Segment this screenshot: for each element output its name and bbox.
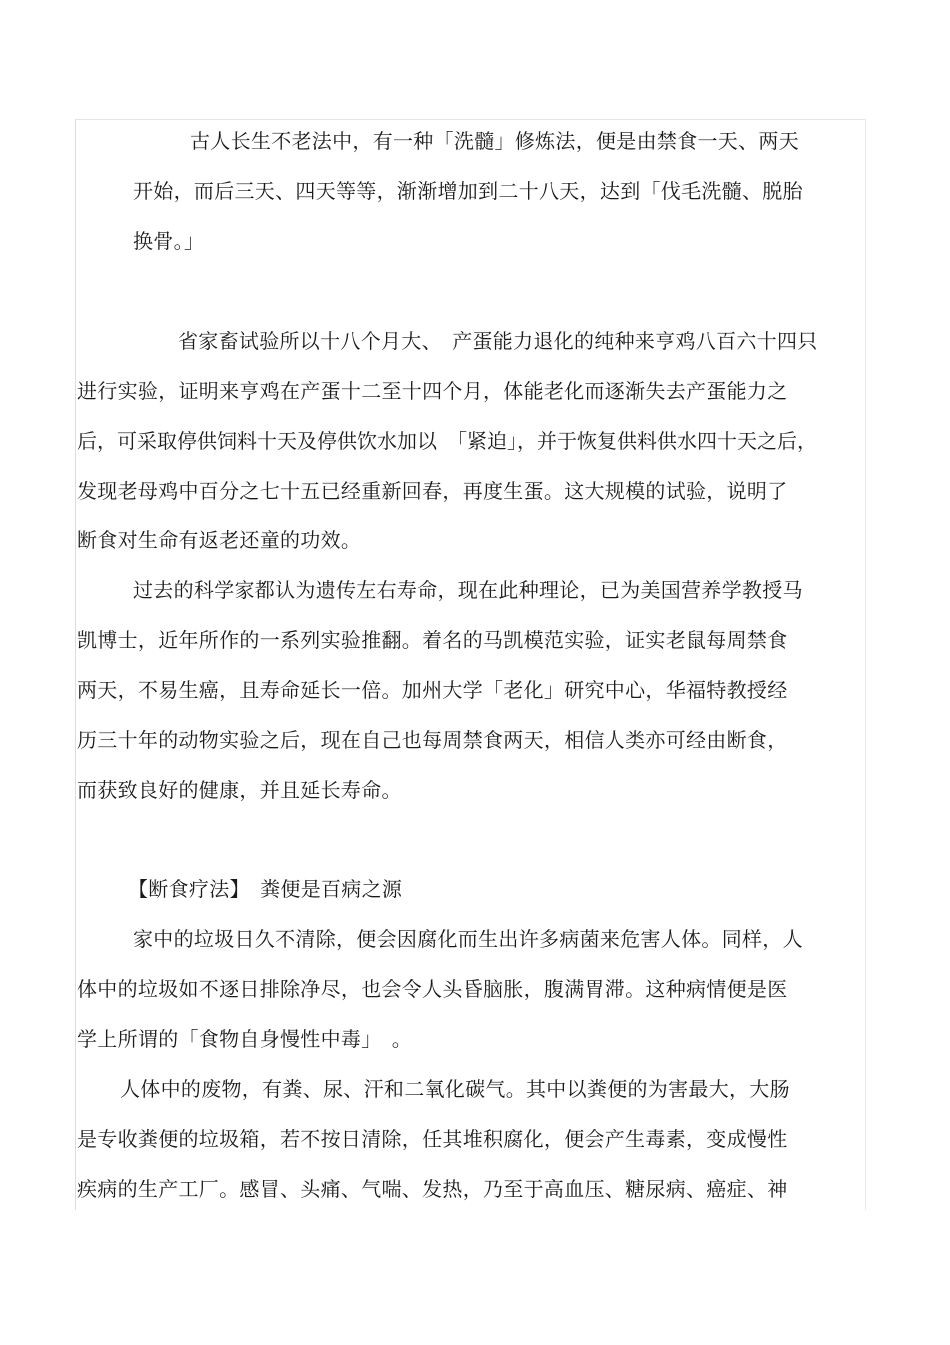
- text-line: 过去的科学家都认为遗传左右寿命，现在此种理论，已为美国营养学教授马: [133, 578, 803, 602]
- text-line: 后，可采取停供饲料十天及停供饮水加以 「紧迫」，并于恢复供料供水四十天之后，: [77, 429, 817, 453]
- text-line: 两天，不易生癌，且寿命延长一倍。加州大学「老化」研究中心，华福特教授经: [77, 678, 788, 702]
- text-line: 断食对生命有返老还童的功效。: [77, 528, 362, 552]
- text-line: 进行实验，证明来亨鸡在产蛋十二至十四个月，体能老化而逐渐失去产蛋能力之: [77, 379, 788, 403]
- text-line: 是专收粪便的垃圾箱，若不按日清除，任其堆积腐化，便会产生毒素，变成慢性: [77, 1127, 788, 1151]
- text-line: 人体中的废物，有粪、尿、汗和二氧化碳气。其中以粪便的为害最大，大肠: [120, 1077, 790, 1101]
- page-frame-left-border: [75, 119, 76, 1210]
- text-line: 发现老母鸡中百分之七十五已经重新回春，再度生蛋。这大规模的试验，说明了: [77, 479, 788, 503]
- text-line: 历三十年的动物实验之后，现在自己也每周禁食两天，相信人类亦可经由断食，: [77, 728, 788, 752]
- page-frame-top-border: [75, 119, 865, 120]
- text-line: 换骨。」: [133, 229, 205, 253]
- text-line: 体中的垃圾如不逐日排除净尽，也会令人头昏脑胀，腹满胃滞。这种病情便是医: [77, 977, 788, 1001]
- text-line: 凯博士，近年所作的一系列实验推翻。着名的马凯模范实验，证实老鼠每周禁食: [77, 628, 788, 652]
- text-line: 家中的垃圾日久不清除，便会因腐化而生出许多病菌来危害人体。同样，人: [133, 927, 803, 951]
- text-line: 疾病的生产工厂。感冒、头痛、气喘、发热，乃至于高血压、糖尿病、癌症、神: [77, 1177, 788, 1201]
- text-line: 古人长生不老法中，有一种「洗髓」修炼法，便是由禁食一天、两天: [190, 129, 799, 153]
- text-line: 开始，而后三天、四天等等，渐渐增加到二十八天，达到「伐毛洗髓、脱胎: [133, 179, 803, 203]
- text-line: 省家畜试验所以十八个月大、 产蛋能力退化的纯种来亨鸡八百六十四只: [178, 329, 818, 353]
- page-frame-right-border: [865, 119, 866, 1210]
- text-line: 学上所谓的「食物自身慢性中毒」 。: [77, 1027, 413, 1051]
- section-heading: 【断食疗法】 粪便是百病之源: [128, 877, 403, 901]
- text-line: 而获致良好的健康，并且延长寿命。: [77, 778, 402, 802]
